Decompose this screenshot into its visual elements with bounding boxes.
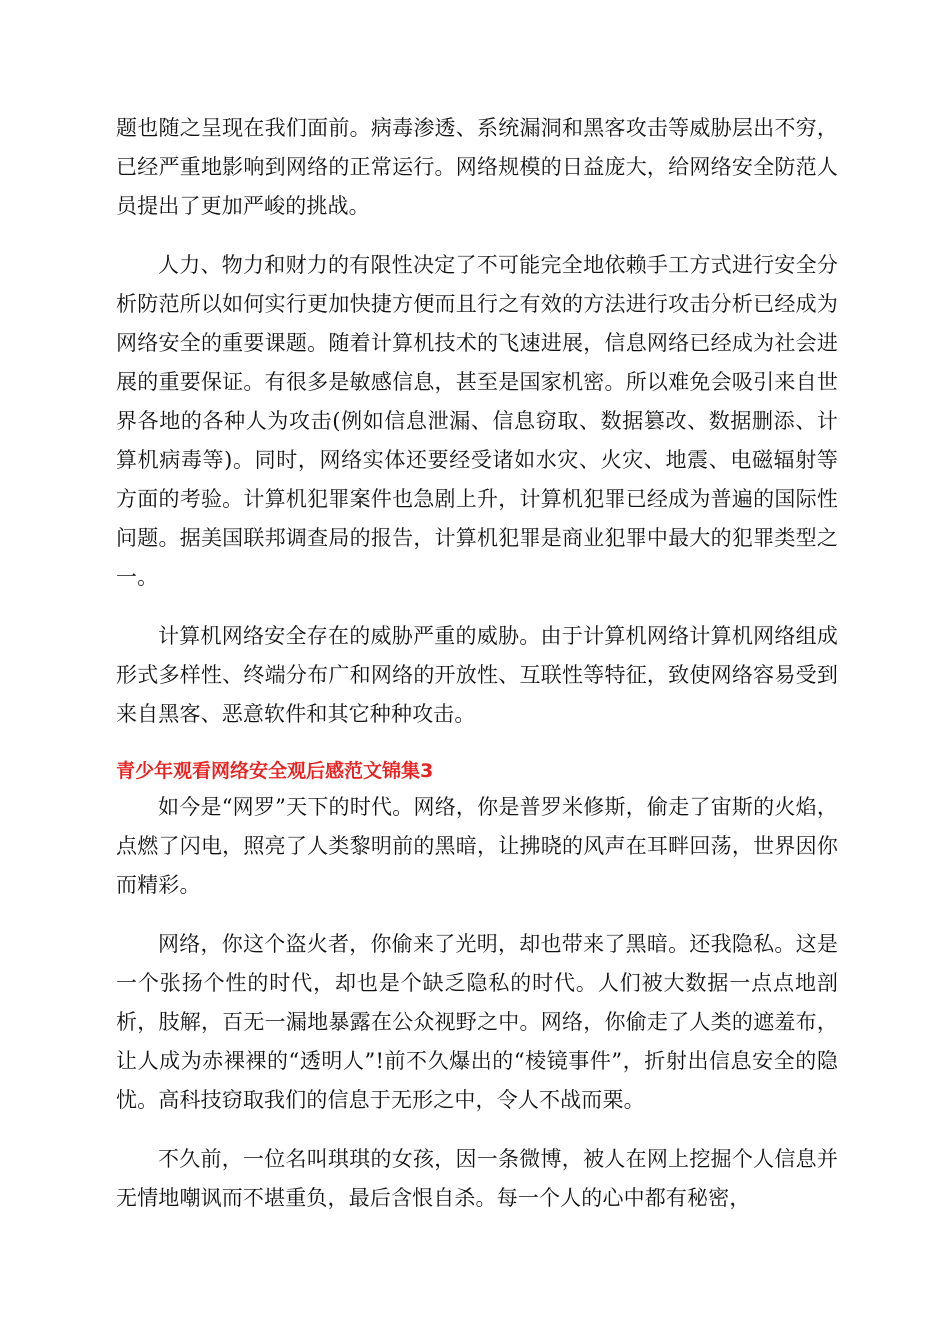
paragraph-qiqi-story: 不久前，一位名叫琪琪的女孩，因一条微博，被人在网上挖掘个人信息并无情地嘲讽而不堪重负，最后含恨自杀。每一个人的心中都有秘密， xyxy=(116,1147,838,1210)
section-heading: 青少年观看网络安全观后感范文锦集3 xyxy=(116,760,434,782)
paragraph-limited-resources: 人力、物力和财力的有限性决定了不可能完全地依赖手工方式进行安全分析防范所以如何实行更加快捷方便而且行之有效的方法进行攻击分析已经成为网络安全的重要课题。随着计算机技术的飞速进展，信息网络已经成为社会进展的重要保证。有很多是敏感信息，甚至是国家机密。所以难免会吸引来自世界各地的各种人为攻击(例如信息泄漏、信息窃取、数据篡改、数据删添、计算机病毒等)。同时，网络实体还要经受诸如水灾、火灾、地震、电磁辐射等方面的考验。计算机犯罪案件也急剧上升，计算机犯罪已经成为普遍的国际性问题。据美国联邦调查局的报告，计算机犯罪是商业犯罪中最大的犯罪类型之一。 xyxy=(116,253,838,589)
paragraph-privacy: 网络，你这个盗火者，你偷来了光明，却也带来了黑暗。还我隐私。这是一个张扬个性的时代，却也是个缺乏隐私的时代。人们被大数据一点点地剖析，肢解，百无一漏地暴露在公众视野之中。网络，你偷走了人类的遮羞布，让人成为赤裸裸的“透明人”!前不久爆出的“棱镜事件”，折射出信息安全的隐忧。高科技窃取我们的信息于无形之中，令人不战而栗。 xyxy=(116,932,838,1112)
paragraph-continued: 题也随之呈现在我们面前。病毒渗透、系统漏洞和黑客攻击等威胁层出不穷，已经严重地影响到网络的正常运行。网络规模的日益庞大，给网络安全防范人员提出了更加严峻的挑战。 xyxy=(116,116,838,218)
paragraph-network-threats: 计算机网络安全存在的威胁严重的威胁。由于计算机网络计算机网络组成形式多样性、终端分布广和网络的开放性、互联性等特征，致使网络容易受到来自黑客、恶意软件和其它种种攻击。 xyxy=(116,624,838,726)
document-page xyxy=(116,109,838,1218)
paragraph-prometheus: 如今是“网罗”天下的时代。网络，你是普罗米修斯，偷走了宙斯的火焰，点燃了闪电，照亮了人类黎明前的黑暗，让拂晓的风声在耳畔回荡，世界因你而精彩。 xyxy=(116,795,838,897)
